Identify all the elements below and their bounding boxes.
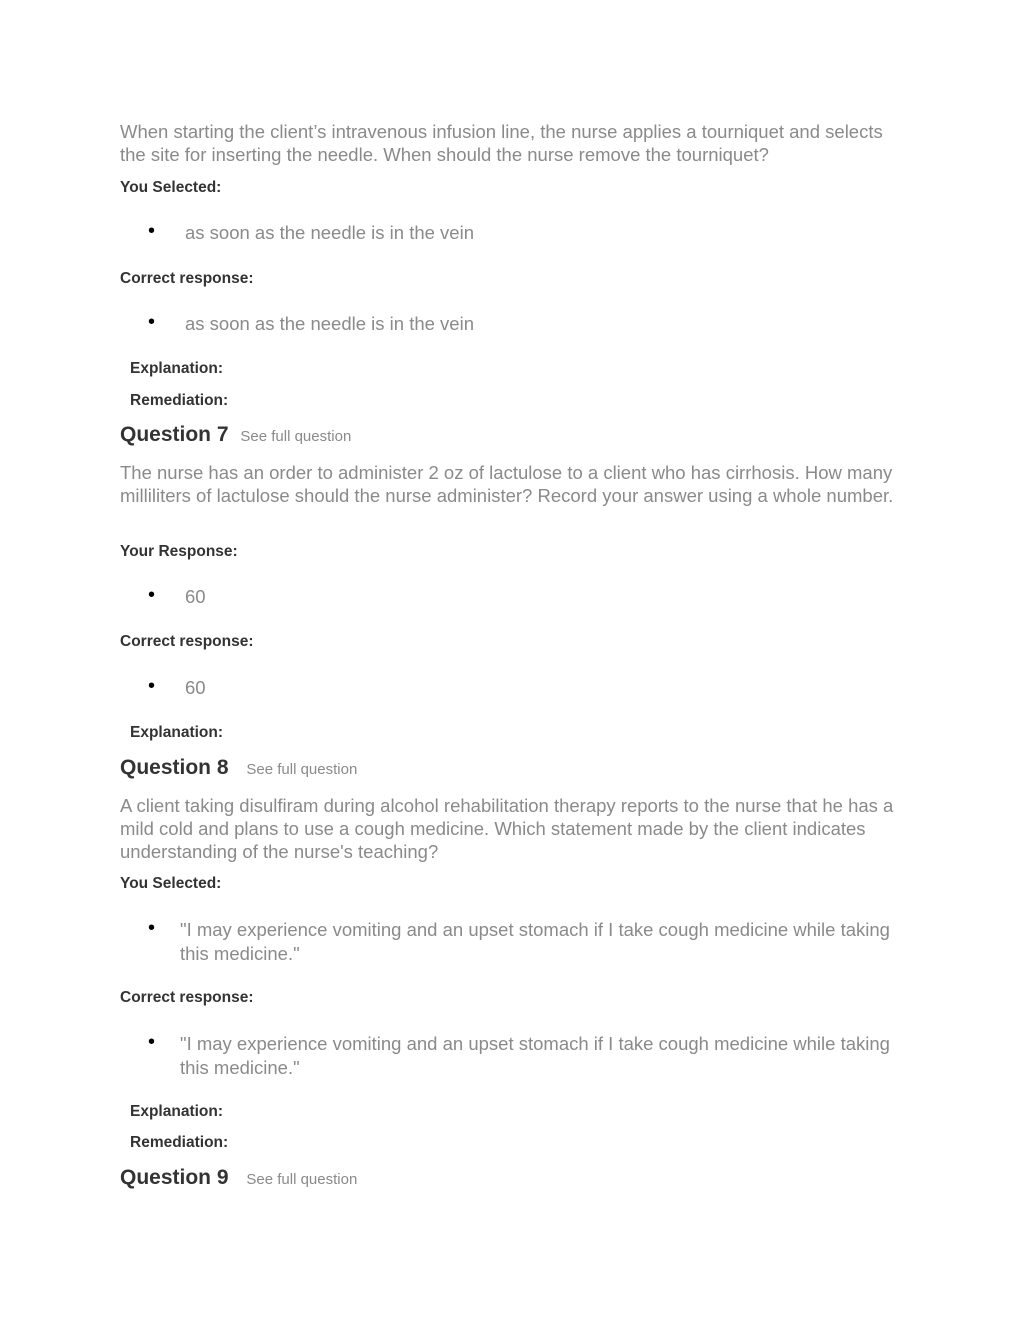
question-8-heading [120, 756, 357, 780]
correct-response-label: Correct response: [120, 270, 254, 287]
question-6-text: When starting the client’s intravenous infusion line, the nurse applies a tourniquet and selects the site for inserting the needle. When should the nurse remove the tourniquet? [120, 121, 883, 165]
you-selected-label: You Selected: [120, 875, 222, 892]
correct-response-label: Correct response: [120, 633, 254, 650]
correct-answer: "I may experience vomiting and an upset stomach if I take cough medicine while taking this medicine." [180, 1033, 890, 1078]
bullet-icon: • [148, 675, 156, 697]
remediation-label: Remediation: [130, 1134, 229, 1151]
question-8-title: Question 8 [120, 756, 229, 779]
bullet-icon: • [148, 917, 156, 939]
bullet-icon: • [148, 584, 156, 606]
explanation-label: Explanation: [130, 724, 224, 741]
question-8-text: A client taking disulfiram during alcohol rehabilitation therapy reports to the nurse that he has a mild cold and plans to use a cough medicine. Which statement made by the client indicates understanding of the nurse's teaching? [120, 795, 894, 862]
see-full-question-link[interactable]: See full question [246, 1171, 358, 1188]
explanation-label: Explanation: [130, 360, 224, 377]
correct-answer: 60 [185, 677, 206, 698]
see-full-question-link[interactable]: See full question [246, 761, 358, 778]
question-9-heading [120, 1166, 357, 1190]
you-selected-label: You Selected: [120, 179, 222, 196]
your-response-label: Your Response: [120, 543, 238, 560]
remediation-label: Remediation: [130, 392, 229, 409]
selected-answer: "I may experience vomiting and an upset stomach if I take cough medicine while taking this medicine." [180, 919, 890, 964]
response-answer: 60 [185, 586, 206, 607]
question-7-title: Question 7 [120, 423, 229, 446]
selected-answer: as soon as the needle is in the vein [185, 222, 474, 243]
bullet-icon: • [148, 311, 156, 333]
see-full-question-link[interactable]: See full question [240, 428, 352, 445]
question-9-title: Question 9 [120, 1166, 229, 1189]
bullet-icon: • [148, 1031, 156, 1053]
question-7-heading [120, 423, 351, 447]
correct-response-label: Correct response: [120, 989, 254, 1006]
explanation-label: Explanation: [130, 1103, 224, 1120]
correct-answer: as soon as the needle is in the vein [185, 313, 474, 334]
question-7-text: The nurse has an order to administer 2 oz of lactulose to a client who has cirrhosis. How many milliliters of lactulose should the nurse administer? Record your answer using a whole number. [120, 462, 894, 506]
bullet-icon: • [148, 220, 156, 242]
